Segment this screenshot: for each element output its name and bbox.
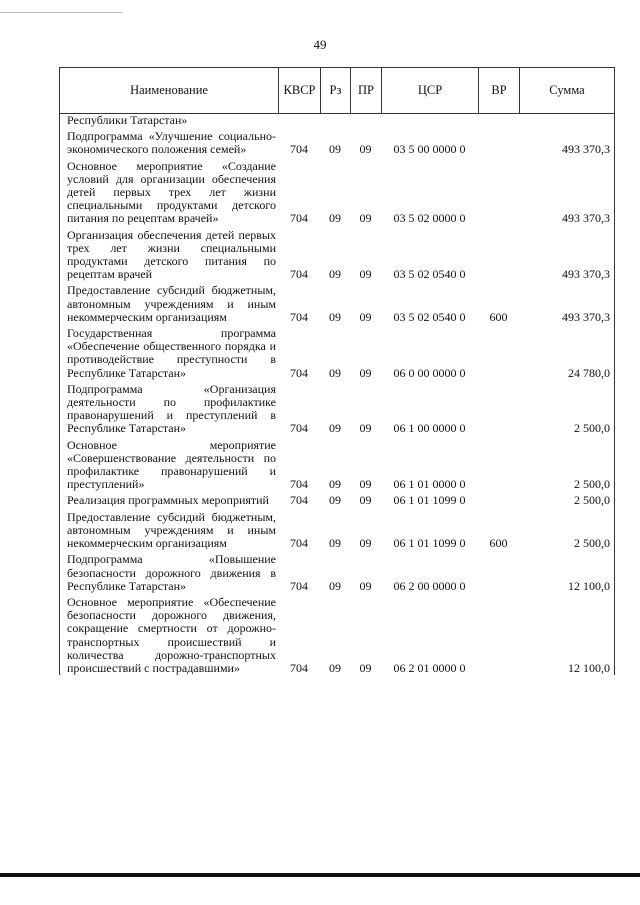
row-sum: 493 370,3 <box>562 267 610 282</box>
row-name: Подпрограмма «Повышение безопасности дорожного движения в Республике Татарстан» <box>67 552 276 593</box>
row-kvsr: 704 <box>290 578 308 593</box>
row-kvsr: 704 <box>290 365 308 380</box>
row-name: Предоставление субсидий бюджетным, автономным учреждениям и иным некоммерческим организациям <box>67 509 276 551</box>
row-name: Предоставление субсидий бюджетным, автономным учреждениям и иным некоммерческим организациям <box>67 283 276 324</box>
row-rz: 09 <box>329 211 341 226</box>
budget-table <box>59 67 615 675</box>
row-vr: 600 <box>489 309 508 324</box>
row-kvsr: 704 <box>290 267 308 282</box>
table-header <box>60 67 614 114</box>
row-kvsr: 704 <box>290 309 308 324</box>
row-rz: 09 <box>329 477 341 492</box>
row-name: Основное мероприятие «Создание условий для организации обеспечения детей первых трех лет жизни специальными продуктами детского питания по рецептам врачей» <box>67 158 276 226</box>
row-name: Основное мероприятие «Совершенствование деятельности по профилактике правонарушений и преступлений» <box>67 437 276 492</box>
top-edge-line <box>0 12 122 13</box>
table-row <box>60 284 614 324</box>
row-csr: 03 5 02 0000 0 <box>393 211 466 226</box>
row-kvsr: 704 <box>290 536 308 551</box>
row-csr: 06 1 01 1099 0 <box>393 536 466 551</box>
row-pr: 09 <box>359 267 372 282</box>
row-sum: 493 370,3 <box>562 211 610 226</box>
table-row <box>60 229 614 282</box>
row-name: Республики Татарстан» <box>67 113 188 127</box>
row-kvsr: 704 <box>290 660 308 675</box>
row-pr: 09 <box>359 660 372 675</box>
row-rz: 09 <box>329 421 341 436</box>
page-number: 49 <box>313 37 327 52</box>
row-kvsr: 704 <box>290 421 308 436</box>
row-kvsr: 704 <box>290 211 308 226</box>
row-rz: 09 <box>329 309 341 324</box>
row-pr: 09 <box>359 493 372 508</box>
header-name: Наименование <box>130 83 208 97</box>
row-name: Подпрограмма «Улучшение социально-экономического положения семей» <box>67 129 276 157</box>
table-row <box>60 130 614 156</box>
row-kvsr: 704 <box>290 477 308 492</box>
row-sum: 12 100,0 <box>568 660 610 675</box>
table-row <box>60 439 614 492</box>
table-row <box>60 327 614 380</box>
row-name: Организация обеспечения детей первых трех лет жизни специальными продуктами детского питания по рецептам врачей <box>67 227 276 282</box>
row-kvsr: 704 <box>290 142 308 157</box>
row-pr: 09 <box>359 477 372 492</box>
row-sum: 2 500,0 <box>574 477 610 492</box>
header-rz: Рз <box>320 68 350 113</box>
row-pr: 09 <box>359 142 372 157</box>
row-csr: 03 5 02 0540 0 <box>393 309 466 324</box>
row-name: Подпрограмма «Организация деятельности по профилактике правонарушений и преступлений в Республике Татарстан» <box>67 381 276 436</box>
header-pr: ПР <box>350 68 381 113</box>
header-sum: Сумма <box>519 68 614 113</box>
row-csr: 06 2 01 0000 0 <box>393 660 466 675</box>
row-csr: 06 1 00 0000 0 <box>393 421 466 436</box>
row-pr: 09 <box>359 536 372 551</box>
table-row <box>60 383 614 436</box>
row-name: Основное мероприятие «Обеспечение безопасности дорожного движения, сокращение смертности от дорожно-транспортных происшествий и количества дорожно-транспортных происшествий с пострадавшими» <box>67 594 276 675</box>
row-csr: 06 0 00 0000 0 <box>393 365 466 380</box>
row-sum: 493 370,3 <box>562 142 610 157</box>
row-rz: 09 <box>329 267 341 282</box>
row-csr: 06 1 01 0000 0 <box>393 477 466 492</box>
header-vr: ВР <box>478 68 519 113</box>
row-name: Реализация программных мероприятий <box>67 493 269 508</box>
row-pr: 09 <box>359 211 372 226</box>
row-csr: 06 2 00 0000 0 <box>393 578 466 593</box>
row-rz: 09 <box>329 493 341 508</box>
row-rz: 09 <box>329 660 341 675</box>
header-kvsr: КВСР <box>278 68 320 113</box>
row-vr: 600 <box>489 536 508 551</box>
row-csr: 03 5 00 0000 0 <box>393 142 466 157</box>
header-csr: ЦСР <box>381 68 478 113</box>
row-sum: 2 500,0 <box>574 536 610 551</box>
row-sum: 24 780,0 <box>568 365 610 380</box>
row-rz: 09 <box>329 536 341 551</box>
row-pr: 09 <box>359 309 372 324</box>
row-csr: 03 5 02 0540 0 <box>393 267 466 282</box>
row-pr: 09 <box>359 421 372 436</box>
table-row <box>60 553 614 593</box>
row-sum: 12 100,0 <box>568 578 610 593</box>
row-kvsr: 704 <box>290 493 308 508</box>
row-name: Государственная программа «Обеспечение общественного порядка и противодействие преступности в Республике Татарстан» <box>67 326 276 380</box>
row-sum: 2 500,0 <box>574 421 610 436</box>
row-rz: 09 <box>329 142 341 157</box>
table-body <box>60 114 614 675</box>
row-csr: 06 1 01 1099 0 <box>393 493 466 508</box>
table-row <box>60 596 614 675</box>
table-row <box>60 494 614 507</box>
row-rz: 09 <box>329 578 341 593</box>
bottom-edge-bar <box>0 873 640 877</box>
row-rz: 09 <box>329 365 341 380</box>
table-row <box>60 511 614 551</box>
row-pr: 09 <box>359 578 372 593</box>
row-pr: 09 <box>359 365 372 380</box>
table-row <box>60 160 614 226</box>
row-sum: 493 370,3 <box>562 309 610 324</box>
table-row <box>60 114 614 127</box>
row-sum: 2 500,0 <box>574 493 610 508</box>
